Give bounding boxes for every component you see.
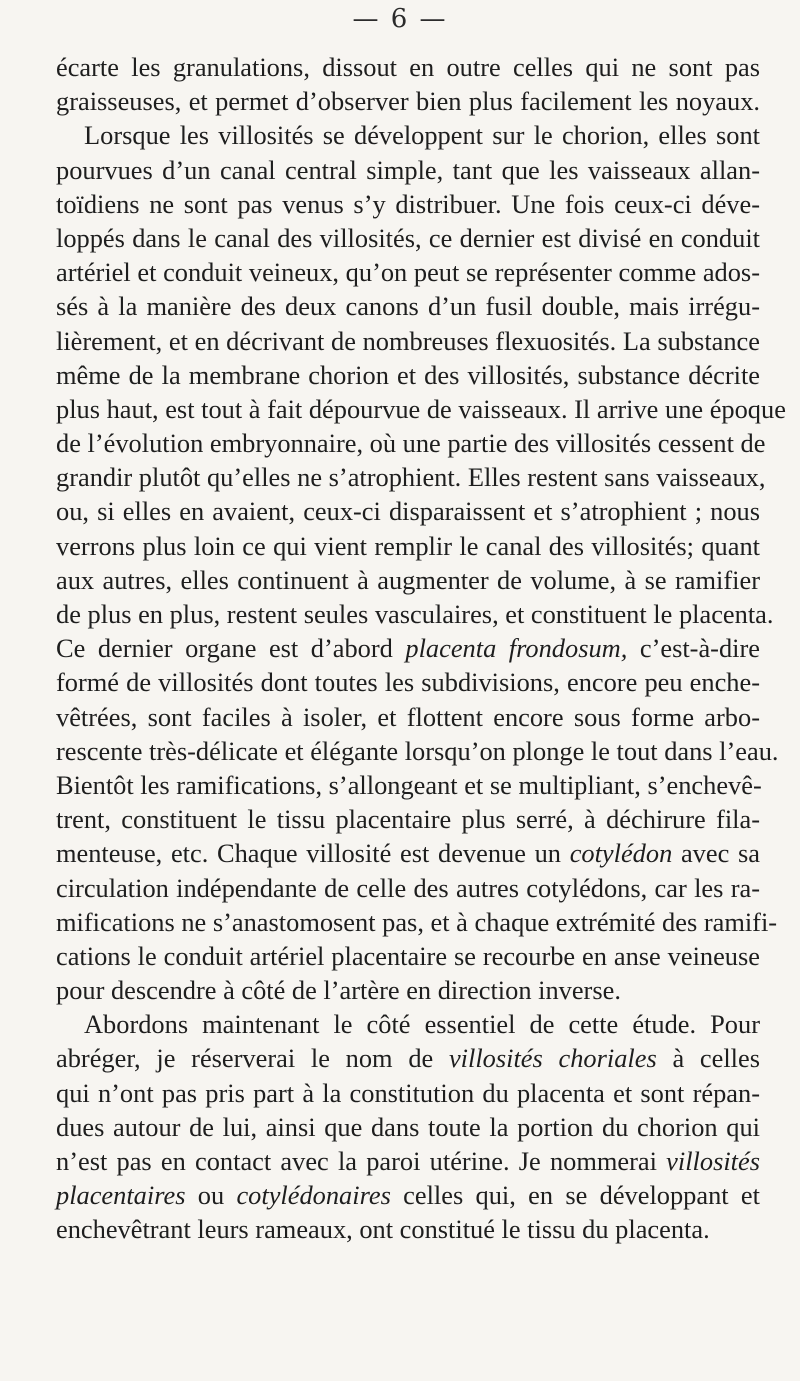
text-line: artériel et conduit veineux, qu’on peut se représenter comme ados- (56, 257, 760, 288)
text-line: grandir plutôt qu’elles ne s’atrophient. Elles restent sans vaisseaux, (56, 462, 766, 493)
text-line: plus haut, est tout à fait dépourvue de vaisseaux. Il arrive une époque (56, 393, 786, 424)
text-line: Abordons maintenant le côté essentiel de cette étude. Pour (84, 1009, 760, 1040)
text-line: écarte les granulations, dissout en outre celles qui ne sont pas (56, 52, 760, 82)
text-run: à celles (672, 1043, 761, 1074)
text-line: Lorsque les villosités se développent sur le chorion, elles sont (84, 120, 760, 151)
text-line (56, 1144, 760, 1178)
text-line: Bientôt les ramifications, s’allongeant et se multipliant, s’enchevê- (56, 769, 762, 800)
text-line: enchevêtrant leurs rameaux, ont constitué le tissu du placenta. (56, 1214, 710, 1245)
text-line: de l’évolution embryonnaire, où une partie des villosités cessent de (56, 428, 766, 459)
text-line: trent, constituent le tissu placentaire plus serré, à déchirure fila- (56, 804, 760, 835)
text-run: avec sa (680, 838, 760, 869)
text-line: vêtrées, sont faciles à isoler, et flottent encore sous forme arbo- (56, 701, 760, 732)
text-line: rescente très-délicate et élégante lorsqu’on plonge le tout dans l’eau. (56, 735, 779, 766)
italic-term-placenta-frondosum: placenta frondosum, (405, 633, 628, 664)
text-line (56, 1041, 760, 1075)
text-run: celles qui, en se développant et (403, 1180, 760, 1211)
paragraph-terminology (56, 1007, 760, 1246)
text-line: graisseuses, et permet d’observer bien plus facilement les noyaux. (56, 86, 760, 117)
italic-term-villosites-choriales: villosités choriales (448, 1043, 657, 1074)
text-line: cations le conduit artériel placentaire se recourbe en anse veineuse (56, 940, 760, 971)
text-line: toïdiens ne sont pas venus s’y distribuer. Une fois ceux-ci déve- (56, 188, 760, 219)
text-line: loppés dans le canal des villosités, ce dernier est divisé en conduit (56, 222, 760, 253)
text-run: n’est pas en contact avec la paroi utérine. Je nommerai (56, 1146, 657, 1176)
text-line: verrons plus loin ce qui vient remplir le canal des villosités; quant (56, 530, 760, 561)
text-line: pour descendre à côté de l’artère en direction inverse. (56, 975, 621, 1006)
text-line: lièrement, et en décrivant de nombreuses flexuosités. La substance (56, 325, 760, 356)
text-line: qui n’ont pas pris part à la constitution du placenta et sont répan- (56, 1077, 760, 1108)
text-run: ou (197, 1180, 225, 1211)
text-run: abréger, je réserverai le nom de (56, 1043, 434, 1074)
text-line: sés à la manière des deux canons d’un fusil double, mais irrégu- (56, 291, 760, 322)
paragraph-villosities-development (56, 50, 786, 1007)
italic-term-cotyledonaires: cotylédonaires (236, 1180, 391, 1211)
text-run: menteuse, etc. Chaque villosité est devenue un (56, 838, 561, 869)
text-line (56, 836, 760, 870)
italic-term-placentaires: placentaires (56, 1180, 186, 1211)
text-line: de plus en plus, restent seules vasculaires, et constituent le placenta. (56, 599, 774, 629)
text-line: ou, si elles en avaient, ceux-ci disparaissent et s’atrophient ; nous (56, 496, 760, 527)
text-line: mifications ne s’anastomosent pas, et à chaque extrémité des ramifi- (56, 906, 778, 937)
page-number: — 6 — (352, 4, 448, 34)
text-line: même de la membrane chorion et des villosités, substance décrite (56, 359, 760, 390)
text-line: formé de villosités dont toutes les subdivisions, encore peu enche- (56, 667, 760, 698)
italic-term-villosites: villosités (666, 1146, 760, 1176)
text-line: circulation indépendante de celle des autres cotylédons, car les ra- (56, 872, 760, 903)
italic-term-cotyledon: cotylédon (569, 838, 673, 869)
text-line: aux autres, elles continuent à augmenter de volume, à se ramifier (56, 564, 760, 595)
text-run: Ce dernier organe est d’abord (56, 633, 393, 664)
text-line: pourvues d’un canal central simple, tant que les vaisseaux allan- (56, 154, 760, 185)
text-line: dues autour de lui, ainsi que dans toute la portion du chorion qui (56, 1111, 760, 1142)
text-run: c’est-à-dire (639, 633, 760, 664)
text-line (56, 1178, 760, 1212)
text-line (56, 631, 760, 665)
page-body-text (56, 50, 786, 1247)
